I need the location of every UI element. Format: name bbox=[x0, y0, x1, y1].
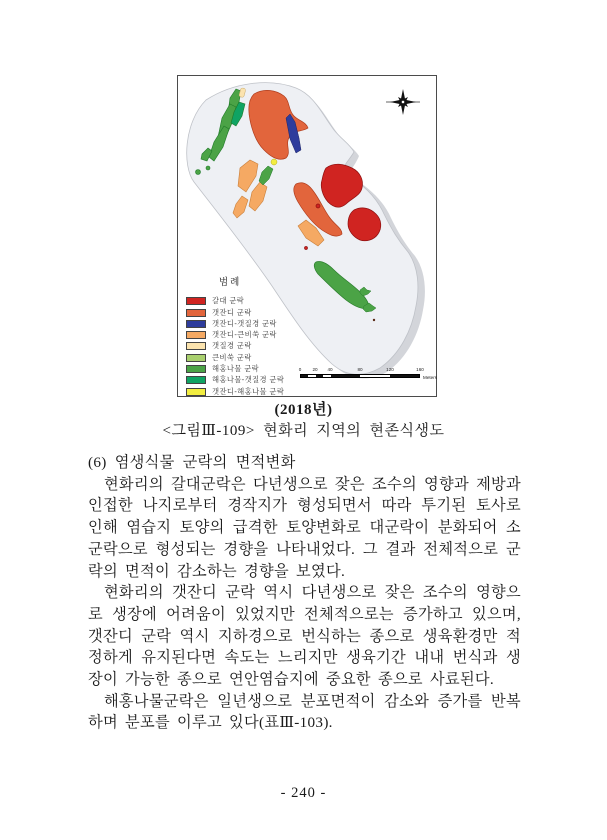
legend-item bbox=[186, 308, 284, 317]
page-number: - 240 - bbox=[280, 785, 327, 801]
legend-swatch bbox=[186, 365, 206, 373]
legend-item bbox=[186, 342, 284, 351]
legend-swatch bbox=[186, 297, 206, 305]
body-paragraph: 현화리의 갯잔디 군락 역시 다년생으로 잦은 조수의 영향으로 생장에 어려움이 있었지만 전체적으로는 증가하고 있으며, 갯잔디 군락 역시 지하경으로 번식하는 종으로 생육환경만 적정하게 유지된다면 속도는 느리지만 생육기간 내내 번식과 생장이 가능한 종으로 연안염습지에 중요한 종으로 사료된다. bbox=[88, 584, 521, 689]
legend-title: 범례 bbox=[219, 277, 242, 288]
legend-item bbox=[186, 331, 284, 340]
body-paragraph: 해홍나물군락은 일년생으로 분포면적이 감소와 증가를 반복하며 분포를 이루고 있다(표Ⅲ-103). bbox=[88, 692, 521, 732]
legend-swatch bbox=[186, 376, 206, 384]
legend-label: 해홍나물 군락 bbox=[212, 364, 260, 374]
scalebar-tick: 120 bbox=[386, 367, 394, 372]
legend-label: 해홍나물-갯질경 군락 bbox=[212, 375, 285, 385]
legend-item bbox=[186, 387, 284, 396]
legend-label: 갯잔디-해홍나물 군락 bbox=[212, 386, 285, 396]
legend-label: 큰비쑥 군락 bbox=[212, 352, 252, 362]
legend-swatch bbox=[186, 342, 206, 350]
legend-swatch bbox=[186, 331, 206, 339]
scalebar-unit: Meters bbox=[423, 375, 438, 380]
scalebar-tick: 0 bbox=[298, 367, 302, 372]
body-paragraphs bbox=[88, 474, 521, 734]
figure-frame bbox=[177, 75, 437, 397]
body-text bbox=[88, 452, 521, 734]
legend-swatch bbox=[186, 388, 206, 396]
section-heading: (6) 염생식물 군락의 면적변화 bbox=[88, 454, 296, 471]
legend-item bbox=[186, 365, 284, 374]
scalebar-tick: 40 bbox=[327, 367, 333, 372]
scalebar-ticks bbox=[298, 367, 424, 374]
scalebar-tick: 160 bbox=[416, 367, 424, 372]
legend-label: 갈대 군락 bbox=[212, 296, 245, 306]
legend-swatch bbox=[186, 354, 206, 362]
legend-label: 갯질경 군락 bbox=[212, 341, 252, 351]
legend-label: 갯잔디-갯질경 군락 bbox=[212, 318, 277, 328]
legend-item bbox=[186, 297, 284, 306]
scalebar-bar bbox=[300, 374, 420, 378]
legend-label: 갯잔디-큰비쑥 군락 bbox=[212, 330, 277, 340]
legend-item bbox=[186, 353, 284, 362]
scalebar bbox=[300, 367, 436, 378]
legend-swatch bbox=[186, 309, 206, 317]
body-paragraph: 현화리의 갈대군락은 다년생으로 잦은 조수의 영향과 제방과 인접한 나지로부터 경작지가 형성되면서 따라 투기된 토사로 인해 염습지 토양의 급격한 토양변화로 대군락이 분화되어 소군락으로 형성되는 경향을 나타내었다. 그 결과 전체적으로 군락의 면적이 감소하는 경향을 보였다. bbox=[88, 475, 521, 580]
scalebar-tick: 80 bbox=[357, 367, 363, 372]
legend-item bbox=[186, 376, 284, 385]
north-arrow-icon bbox=[386, 89, 420, 115]
figure-caption: <그림Ⅲ-109> 현화리 지역의 현존식생도 bbox=[162, 423, 445, 439]
legend-swatch bbox=[186, 320, 206, 328]
legend-label: 갯잔디 군락 bbox=[212, 307, 252, 317]
map-legend-items bbox=[186, 297, 284, 396]
scalebar-tick: 20 bbox=[312, 367, 318, 372]
figure-year-label: (2018년) bbox=[274, 402, 333, 418]
legend-item bbox=[186, 320, 284, 329]
